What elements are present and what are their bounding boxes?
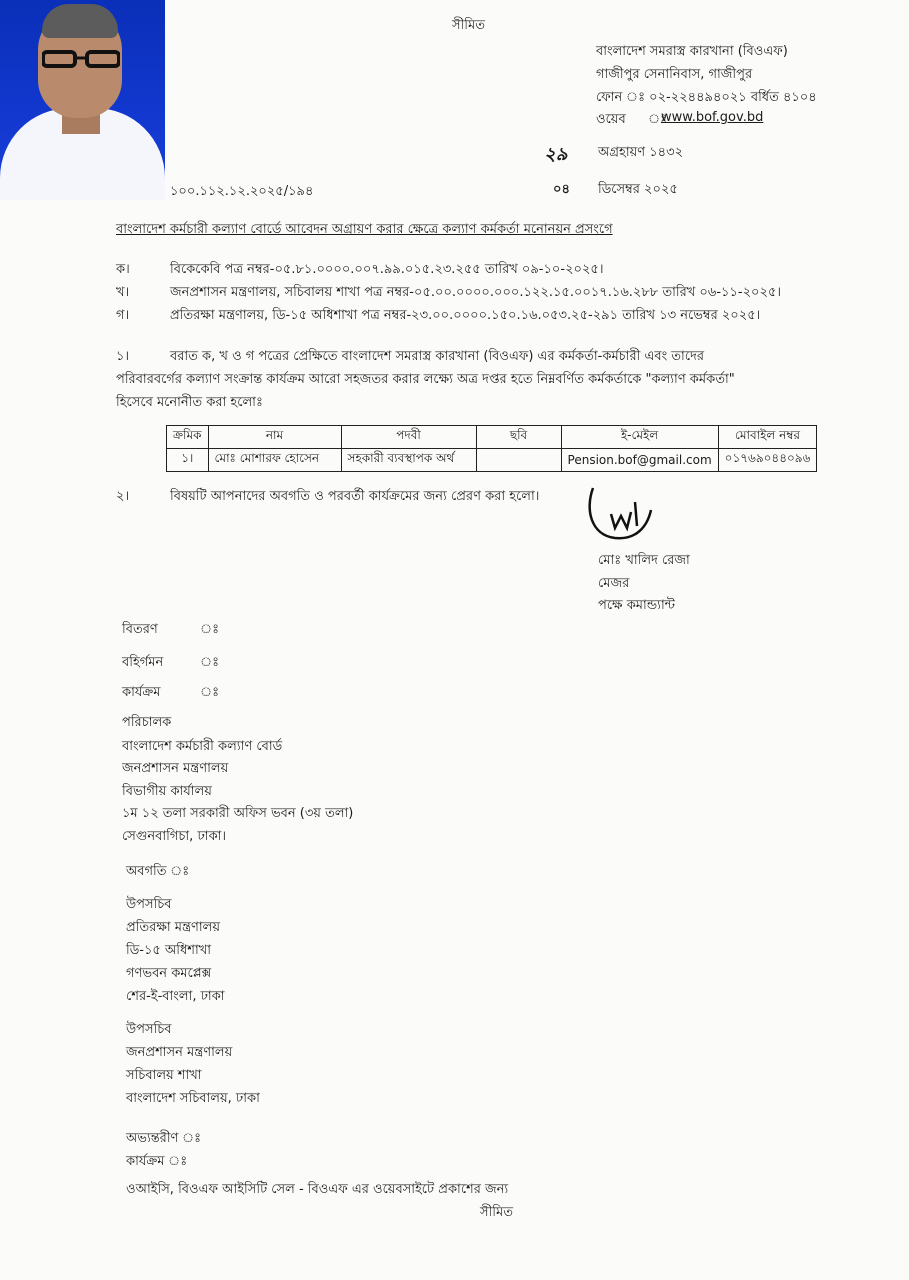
- info-line: উপসচিব: [126, 1022, 172, 1037]
- para1-line: হিসেবে মনোনীত করা হলোঃ: [116, 395, 263, 410]
- info-line: সচিবালয় শাখা: [126, 1068, 202, 1083]
- cell-photo: [476, 449, 561, 472]
- recipient-line: ১ম ১২ তলা সরকারী অফিস ভবন (৩য় তলা): [122, 806, 354, 821]
- ref-marker: ক।: [116, 262, 130, 277]
- para1-line: বরাত ক, খ ও গ পত্রের প্রেক্ষিতে বাংলাদেশ সমরাস্ত্র কারখানা (বিওএফ) এর কর্মকর্তা-কর্মচারী এবং তাদের: [170, 349, 705, 364]
- external-label: বহির্গমন: [122, 655, 164, 670]
- cell-email: Pension.bof@gmail.com: [561, 449, 718, 472]
- info-line: প্রতিরক্ষা মন্ত্রণালয়: [126, 920, 220, 935]
- signatory-behalf: পক্ষে কমান্ড্যান্ট: [598, 598, 675, 613]
- web-sep: ঃ: [648, 112, 668, 127]
- table-row: [167, 449, 817, 472]
- date-en-day: ০৪: [553, 182, 570, 197]
- signature-mark: [585, 480, 665, 550]
- memo-number: ১০০.১১২.১২.২০২৫/১৯৪: [170, 184, 314, 199]
- date-en-month: ডিসেম্বর ২০২৫: [598, 182, 678, 197]
- col-header: ক্রমিক: [167, 426, 209, 449]
- signatory-name: মোঃ খালিদ রেজা: [598, 553, 690, 568]
- action-sep: ঃ: [200, 685, 220, 700]
- cell-serial: ১।: [167, 449, 209, 472]
- website-link[interactable]: www.bof.gov.bd: [661, 110, 764, 125]
- cell-designation: সহকারী ব্যবস্থাপক অর্থ: [341, 449, 476, 472]
- recipient-line: বিভাগীয় কার্যালয়: [122, 784, 212, 799]
- table-header-row: [167, 426, 817, 449]
- para2-number: ২।: [116, 489, 130, 504]
- org-address: গাজীপুর সেনানিবাস, গাজীপুর: [596, 67, 753, 82]
- col-header: মোবাইল নম্বর: [718, 426, 817, 449]
- signatory-rank: মেজর: [598, 576, 630, 591]
- info-line: গণভবন কমপ্লেক্স: [126, 966, 212, 981]
- ref-marker: গ।: [116, 308, 130, 323]
- recipient-line: বাংলাদেশ কর্মচারী কল্যাণ বোর্ড: [122, 739, 283, 754]
- col-header: ই-মেইল: [561, 426, 718, 449]
- col-header: পদবী: [341, 426, 476, 449]
- internal-action: কার্যক্রম ঃ: [126, 1154, 188, 1169]
- ref-marker: খ।: [116, 285, 130, 300]
- internal-label: অভ্যন্তরীণ ঃ: [126, 1131, 202, 1146]
- col-header: নাম: [208, 426, 341, 449]
- info-line: জনপ্রশাসন মন্ত্রণালয়: [126, 1045, 233, 1060]
- cell-name: মোঃ মোশারফ হোসেন: [208, 449, 341, 472]
- action-label: কার্যক্রম: [122, 685, 161, 700]
- subject-line: বাংলাদেশ কর্মচারী কল্যাণ বোর্ডে আবেদন অগ্রায়ণ করার ক্ষেত্রে কল্যাণ কর্মকর্তা মনোনয়ন প্রসংগে: [116, 222, 613, 237]
- distribution-label: বিতরণ: [122, 622, 158, 637]
- info-line: ডি-১৫ অধিশাখা: [126, 943, 212, 958]
- date-bn-day: ২৯: [544, 144, 568, 165]
- info-line: শের-ই-বাংলা, ঢাকা: [126, 989, 225, 1004]
- col-header: ছবি: [476, 426, 561, 449]
- external-sep: ঃ: [200, 655, 220, 670]
- recipient-line: পরিচালক: [122, 715, 172, 730]
- distribution-sep: ঃ: [200, 622, 220, 637]
- recipient-line: জনপ্রশাসন মন্ত্রণালয়: [122, 761, 229, 776]
- info-label: অবগতি ঃ: [126, 864, 190, 879]
- nomination-table: [166, 425, 817, 472]
- ref-text: জনপ্রশাসন মন্ত্রণালয়, সচিবালয় শাখা পত্র নম্বর-০৫.০০.০০০০.০০০.১২২.১৫.০০১৭.১৬.২৮৮ তারিখ ০৬-১১-২০২৫।: [170, 285, 782, 300]
- internal-line: ওআইসি, বিওএফ আইসিটি সেল - বিওএফ এর ওয়েবসাইটে প্রকাশের জন্য: [126, 1182, 509, 1197]
- phone-line: ফোন ঃ ০২-২২৪৪৯৪০২১ বর্ধিত ৪১০৪: [596, 90, 817, 105]
- classification-top: সীমিত: [452, 18, 485, 33]
- org-name: বাংলাদেশ সমরাস্ত্র কারখানা (বিওএফ): [596, 44, 788, 59]
- classification-bottom: সীমিত: [480, 1205, 513, 1220]
- date-bn-month: অগ্রহায়ণ ১৪৩২: [598, 145, 684, 160]
- recipient-line: সেগুনবাগিচা, ঢাকা।: [122, 829, 227, 844]
- para1-line: পরিবারবর্গের কল্যাণ সংক্রান্ত কার্যক্রম আরো সহজতর করার লক্ষ্যে অত্র দপ্তর হতে নিম্নবর্ণিত কর্মকর্তাকে "কল্যাণ কর্মকর্তা": [116, 372, 735, 387]
- web-label: ওয়েব: [596, 112, 626, 127]
- ref-text: প্রতিরক্ষা মন্ত্রণালয়, ডি-১৫ অধিশাখা পত্র নম্বর-২৩.০০.০০০০.১৫০.১৬.০৫৩.২৫-২৯১ তারিখ ১৩ নভেম্বর ২০২৫।: [170, 308, 761, 323]
- cell-mobile: ০১৭৬৯০৪৪০৯৬: [718, 449, 817, 472]
- ref-text: বিকেকেবি পত্র নম্বর-০৫.৮১.০০০০.০০৭.৯৯.০১৫.২৩.২৫৫ তারিখ ০৯-১০-২০২৫।: [170, 262, 604, 277]
- info-line: উপসচিব: [126, 897, 172, 912]
- officer-photo: [0, 0, 165, 200]
- para1-number: ১।: [116, 349, 130, 364]
- info-line: বাংলাদেশ সচিবালয়, ঢাকা: [126, 1091, 260, 1106]
- para2-text: বিষয়টি আপনাদের অবগতি ও পরবর্তী কার্যক্রমের জন্য প্রেরণ করা হলো।: [170, 489, 540, 504]
